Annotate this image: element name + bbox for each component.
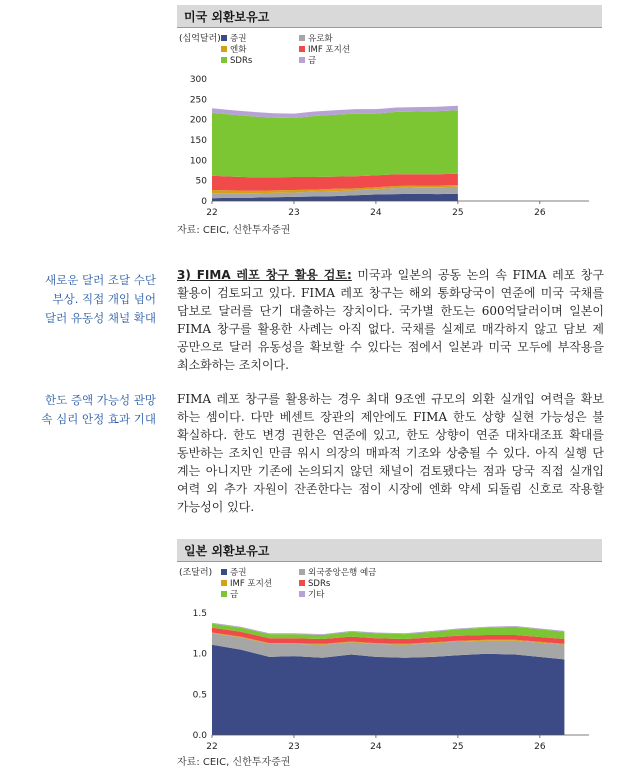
legend-label: 금 bbox=[308, 56, 317, 66]
side-note-limit-increase bbox=[18, 391, 156, 429]
legend-swatch bbox=[299, 591, 305, 597]
para-line: 여력 외 추가 자원이 잔존한다는 점이 시장에 엔화 약세 되돌림 신호로 작용할 bbox=[177, 482, 604, 496]
area-증권 bbox=[212, 645, 564, 735]
para-line: 공만으로 달러 유동성을 확보할 수 있다는 점에서 일본과 미국 모두에 부작용을 bbox=[177, 340, 604, 354]
legend-label: 외국중앙은행 예금 bbox=[308, 568, 377, 578]
legend-swatch bbox=[221, 46, 227, 52]
legend-swatch bbox=[299, 35, 305, 41]
unit-label: (십억달러) bbox=[179, 34, 221, 44]
y-tick-label: 1.0 bbox=[192, 649, 207, 660]
note-line: 달러 유동성 채널 확대 bbox=[45, 311, 156, 325]
para-line: 확실하다. 한도 변경 권한은 연준에 있고, 한도 상향이 연준 대차대조표 확대를 bbox=[177, 428, 604, 442]
para-line: 동반하는 조치인 만큼 워시 의장의 매파적 기조와 상충될 수 있다. 아직 실행 단 bbox=[177, 446, 604, 460]
y-tick-label: 1.5 bbox=[192, 609, 207, 619]
chart-title-bar bbox=[177, 539, 602, 562]
note-line: 속 심리 안정 효과 기대 bbox=[41, 412, 156, 426]
y-tick-label: 200 bbox=[189, 115, 207, 126]
x-tick-label: 22 bbox=[206, 208, 218, 218]
legend-swatch bbox=[221, 57, 227, 63]
y-tick-label: 0 bbox=[201, 197, 207, 207]
note-line: 부상. 직접 개입 넘어 bbox=[52, 292, 156, 306]
area-SDRs bbox=[212, 110, 458, 177]
x-tick-label: 23 bbox=[288, 742, 300, 752]
x-tick-label: 25 bbox=[452, 208, 464, 218]
us-reserves-chart bbox=[177, 5, 602, 237]
legend-label: 기타 bbox=[308, 590, 325, 600]
chart-source: 자료: CEIC, 신한투자증권 bbox=[177, 757, 291, 768]
x-tick-label: 23 bbox=[288, 208, 300, 218]
para-line: FIMA 창구를 활용한 사례는 아직 없다. 국채를 실제로 매각하지 않고 담보 제 bbox=[177, 322, 604, 336]
x-tick-label: 24 bbox=[370, 208, 382, 218]
legend-swatch bbox=[221, 569, 227, 575]
paragraph-fima-review bbox=[177, 266, 604, 374]
chart-source: 자료: CEIC, 신한투자증권 bbox=[177, 225, 291, 236]
para-line: 최소화하는 조치이다. bbox=[177, 358, 289, 372]
legend-label: IMF 포지션 bbox=[230, 579, 273, 589]
us-reserves-plot bbox=[177, 27, 602, 219]
legend-swatch bbox=[221, 35, 227, 41]
legend-label: 금 bbox=[230, 590, 239, 600]
para-line bbox=[177, 266, 604, 284]
y-tick-label: 250 bbox=[189, 95, 207, 106]
x-tick-label: 26 bbox=[534, 208, 546, 218]
legend-swatch bbox=[221, 580, 227, 586]
chart-title: 미국 외환보유고 bbox=[184, 10, 270, 24]
para-line: 하는 셈이다. 다만 베센트 장관의 제안에도 FIMA 한도 상향 실현 가능성은 불 bbox=[177, 410, 604, 424]
y-tick-label: 150 bbox=[189, 136, 207, 146]
legend-label: SDRs bbox=[308, 579, 331, 589]
legend-swatch bbox=[299, 57, 305, 63]
chart-title: 일본 외환보유고 bbox=[184, 544, 270, 558]
section-heading: 3) FIMA 레포 창구 활용 검토: bbox=[177, 268, 352, 282]
note-line: 한도 증액 가능성 관망 bbox=[45, 393, 156, 407]
legend-label: 엔화 bbox=[230, 45, 247, 55]
japan-reserves-plot bbox=[177, 561, 602, 753]
para-line: 담보로 달러를 단기 대출하는 장치이다. 국가별 한도는 600억달러이며 일본이 bbox=[177, 304, 604, 318]
x-tick-label: 25 bbox=[452, 742, 464, 752]
y-tick-label: 100 bbox=[189, 156, 207, 167]
legend-label: IMF 포지션 bbox=[308, 45, 351, 55]
side-note-dollar-funding bbox=[18, 271, 156, 328]
legend-swatch bbox=[299, 580, 305, 586]
note-line: 새로운 달러 조달 수단 bbox=[45, 273, 156, 287]
paragraph-fima-capacity bbox=[177, 390, 604, 516]
legend-swatch bbox=[221, 591, 227, 597]
para-line-text: 미국과 일본의 공동 논의 속 FIMA 레포 창구 bbox=[351, 268, 604, 282]
x-tick-label: 26 bbox=[534, 742, 546, 752]
para-line: 가능성이 있다. bbox=[177, 500, 255, 514]
legend-swatch bbox=[299, 569, 305, 575]
japan-reserves-chart bbox=[177, 539, 602, 767]
para-line: 계는 아니지만 기존에 논의되지 않던 채널이 검토됐다는 점과 당국 직접 실개입 bbox=[177, 464, 604, 478]
legend-label: 증권 bbox=[230, 568, 247, 578]
legend-label: SDRs bbox=[230, 56, 253, 66]
y-tick-label: 0.5 bbox=[192, 690, 207, 701]
para-line: FIMA 레포 창구를 활용하는 경우 최대 9조엔 규모의 외환 실개입 여력을 확보 bbox=[177, 392, 604, 406]
x-tick-label: 22 bbox=[206, 742, 218, 752]
legend-label: 유로화 bbox=[308, 34, 333, 44]
y-tick-label: 50 bbox=[195, 176, 207, 187]
para-line: 활용이 검토되고 있다. FIMA 레포 창구는 해외 통화당국이 연준에 미국 국채를 bbox=[177, 286, 604, 300]
legend-swatch bbox=[299, 46, 305, 52]
unit-label: (조달러) bbox=[179, 568, 213, 578]
chart-title-bar bbox=[177, 5, 602, 28]
legend-label: 증권 bbox=[230, 34, 247, 44]
x-tick-label: 24 bbox=[370, 742, 382, 752]
y-tick-label: 0.0 bbox=[192, 731, 207, 741]
y-tick-label: 300 bbox=[189, 75, 207, 85]
